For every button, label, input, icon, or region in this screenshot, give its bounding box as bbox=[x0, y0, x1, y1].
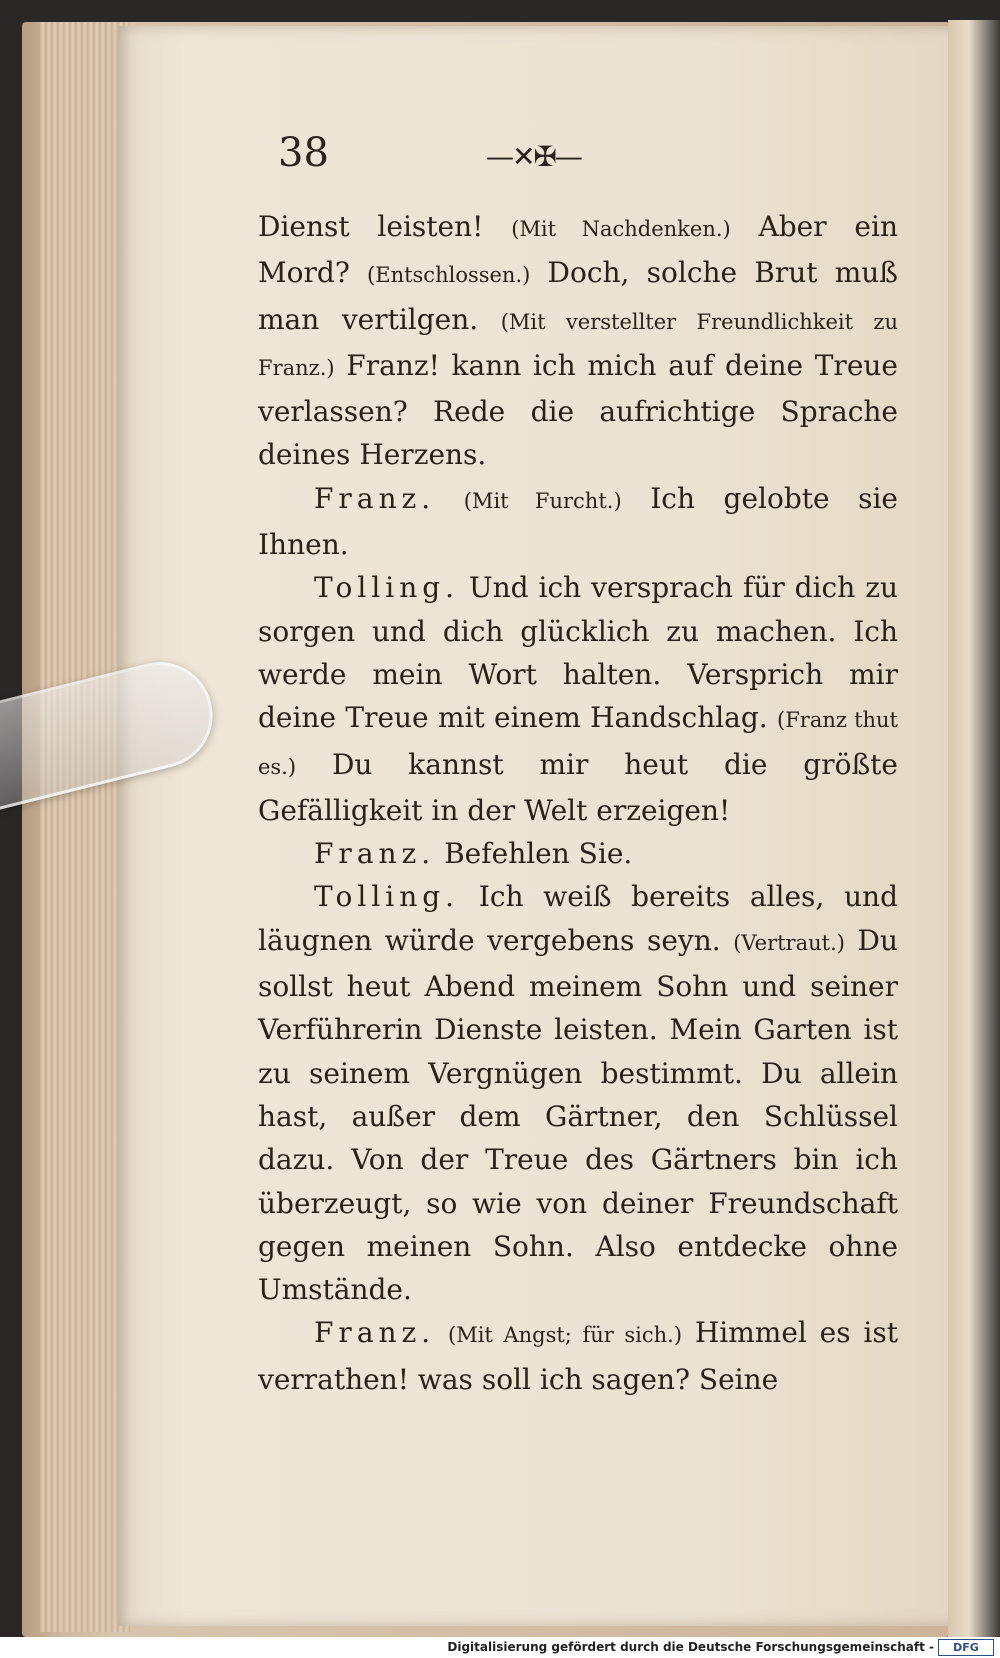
stage-direction: (Mit Furcht.) bbox=[463, 488, 622, 513]
text-run: Ich gelobte sie Ihnen. bbox=[258, 481, 899, 562]
text-run: Du kannst mir heut die größte Gefälligkeit in der Welt erzeigen! bbox=[258, 747, 898, 827]
paragraph bbox=[258, 832, 898, 875]
paragraph bbox=[258, 1311, 898, 1401]
dfg-logo-icon: DFG bbox=[938, 1639, 994, 1656]
page-number: 38 bbox=[278, 130, 329, 176]
stage-direction: (Entschlossen.) bbox=[367, 263, 531, 288]
text-run: Du sollst heut Abend meinem Sohn und seiner Verführerin Dienste leisten. Mein Garten ist zu seinem Vergnügen bestimmt. Du allein hast, außer dem Gärtner, den Schlüssel dazu. Von der Treue des Gärtners bin ich überzeugt, so wie von deiner Freundschaft gegen meinen Sohn. Also entdecke ohne Umstände. bbox=[258, 923, 898, 1307]
stage-direction: (Mit verstellter Freundlichkeit zu Franz.) bbox=[258, 309, 898, 380]
speaker-name: Franz. bbox=[314, 1316, 436, 1350]
text-run: Dienst leisten! bbox=[258, 210, 484, 243]
stage-direction: (Franz thut es.) bbox=[258, 708, 898, 779]
speaker-name: Franz. bbox=[314, 481, 436, 515]
text-run: Befehlen Sie. bbox=[444, 837, 633, 871]
paragraph bbox=[258, 477, 898, 567]
paragraph bbox=[258, 205, 898, 477]
text-run: Aber ein Mord? bbox=[258, 210, 898, 290]
text-run: Ich weiß bereits alles, und läugnen würde vergebens seyn. bbox=[258, 880, 899, 957]
stage-direction: (Mit Angst; für sich.) bbox=[448, 1323, 683, 1348]
paragraph bbox=[258, 875, 898, 1311]
header-ornament: —✕✠— bbox=[486, 140, 581, 173]
text-run: Franz! kann ich mich auf deine Treue verlassen? Rede die aufrichtige Sprache deines Herzens. bbox=[258, 348, 898, 472]
page-header bbox=[278, 130, 898, 190]
page-edges bbox=[40, 22, 130, 1632]
paragraph bbox=[258, 566, 898, 832]
speaker-name: Tolling. bbox=[314, 880, 460, 914]
stage-direction: (Vertraut.) bbox=[733, 930, 845, 955]
footer-credit: Digitalisierung gefördert durch die Deutsche Forschungsgemeinschaft - bbox=[447, 1640, 934, 1654]
book-right-edge bbox=[948, 20, 1000, 1640]
speaker-name: Franz. bbox=[314, 837, 436, 871]
stage-direction: (Mit Nachdenken.) bbox=[511, 217, 731, 241]
text-run: Himmel es ist verrathen! was soll ich sagen? Seine bbox=[258, 1316, 898, 1396]
text-run: Und ich versprach für dich zu sorgen und dich glücklich zu machen. Ich werde mein Wort halten. Versprich mir deine Treue mit einem Handschlag. bbox=[258, 571, 899, 735]
speaker-name: Tolling. bbox=[314, 571, 460, 605]
page-body bbox=[258, 205, 898, 1401]
text-run: Doch, solche Brut muß man vertilgen. bbox=[258, 256, 898, 336]
